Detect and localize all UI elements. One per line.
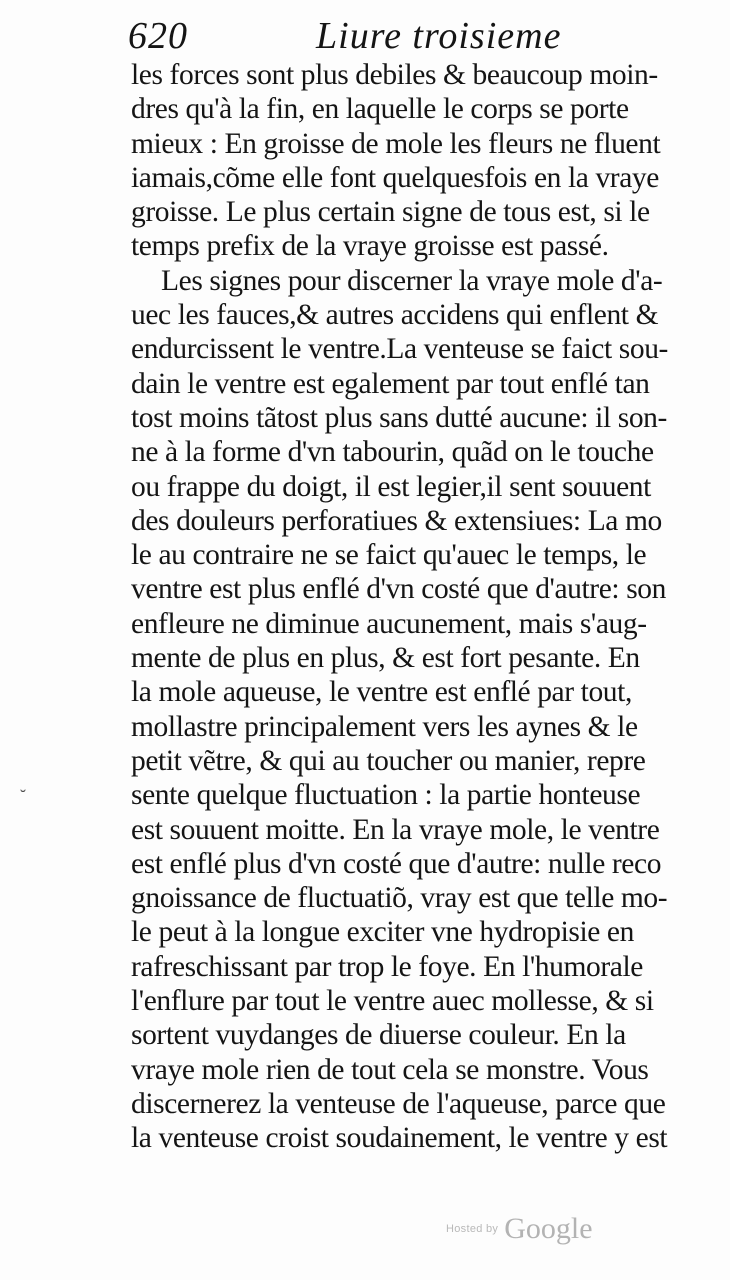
text-line: mollastre principalement vers les aynes & le: [131, 710, 638, 743]
text-line: est enflé plus d'vn costé que d'autre: nulle reco: [131, 847, 662, 880]
text-line: temps prefix de la vraye groisse est passé.: [131, 230, 609, 263]
text-line: le peut à la longue exciter vne hydropisie en: [131, 916, 634, 949]
text-line: le au contraire ne se faict qu'auec le temps, le: [131, 539, 647, 572]
text-line: petit vẽtre, & qui au toucher ou manier, repre: [131, 744, 646, 777]
running-title: Liure troisieme: [316, 15, 562, 57]
body-text: [131, 58, 691, 1156]
text-line: la venteuse croist soudainement, le ventre y est: [131, 1122, 668, 1155]
text-line: les forces sont plus debiles & beaucoup moin-: [131, 59, 658, 91]
text-line: mente de plus en plus, & est fort pesante. En: [131, 642, 640, 675]
text-line: iamais,cõme elle font quelquesfois en la vraye: [131, 161, 659, 194]
text-line: uec les fauces,& autres accidens qui enflent &: [131, 299, 659, 332]
text-line: rafreschissant par trop le foye. En l'humorale: [131, 950, 643, 983]
text-line: ou frappe du doigt, il est legier,il sent souuent: [131, 470, 651, 503]
text-line: dain le ventre est egalement par tout enflé tan: [131, 367, 650, 400]
text-line: discernerez la venteuse de l'aqueuse, parce que: [131, 1087, 666, 1120]
text-line: sortent vuydanges de diuerse couleur. En la: [131, 1019, 626, 1052]
text-line: mieux : En groisse de mole les fleurs ne fluent: [131, 127, 661, 160]
text-line: vraye mole rien de tout cela se monstre. Vous: [131, 1053, 649, 1086]
text-line: la mole aqueuse, le ventre est enflé par tout,: [131, 676, 632, 709]
text-line: ne à la forme d'vn tabourin, quãd on le touche: [131, 436, 654, 469]
text-line: est souuent moitte. En la vraye mole, le ventre: [131, 813, 660, 846]
text-line: endurcissent le ventre.La venteuse se faict sou-: [131, 333, 668, 366]
running-head: [128, 14, 648, 62]
text-line: sente quelque fluctuation : la partie honteuse: [131, 779, 641, 812]
margin-mark: ˘: [20, 786, 26, 806]
text-line: enfleure ne diminue aucunement, mais s'aug-: [131, 607, 647, 640]
text-line: tost moins tãtost plus sans dutté aucune: il son-: [131, 401, 667, 434]
google-logo: Google: [504, 1212, 593, 1245]
text-line: ventre est plus enflé d'vn costé que d'autre: son: [131, 573, 666, 606]
text-line: dres qu'à la fin, en laquelle le corps se porte: [131, 93, 629, 126]
text-line: l'enflure par tout le ventre auec mollesse, & si: [131, 985, 654, 1018]
hosted-by-google-watermark: [446, 1212, 593, 1252]
text-line: des douleurs perforatiues & extensiues: La mo: [131, 504, 662, 537]
paragraph-start-line: Les signes pour discerner la vraye mole d'a-: [161, 264, 663, 297]
text-line: groisse. Le plus certain signe de tous est, si le: [131, 196, 650, 229]
text-line: gnoissance de fluctuatiõ, vray est que telle mo-: [131, 882, 668, 915]
watermark-prefix: Hosted by: [446, 1223, 499, 1235]
page-number: 620: [128, 15, 188, 57]
